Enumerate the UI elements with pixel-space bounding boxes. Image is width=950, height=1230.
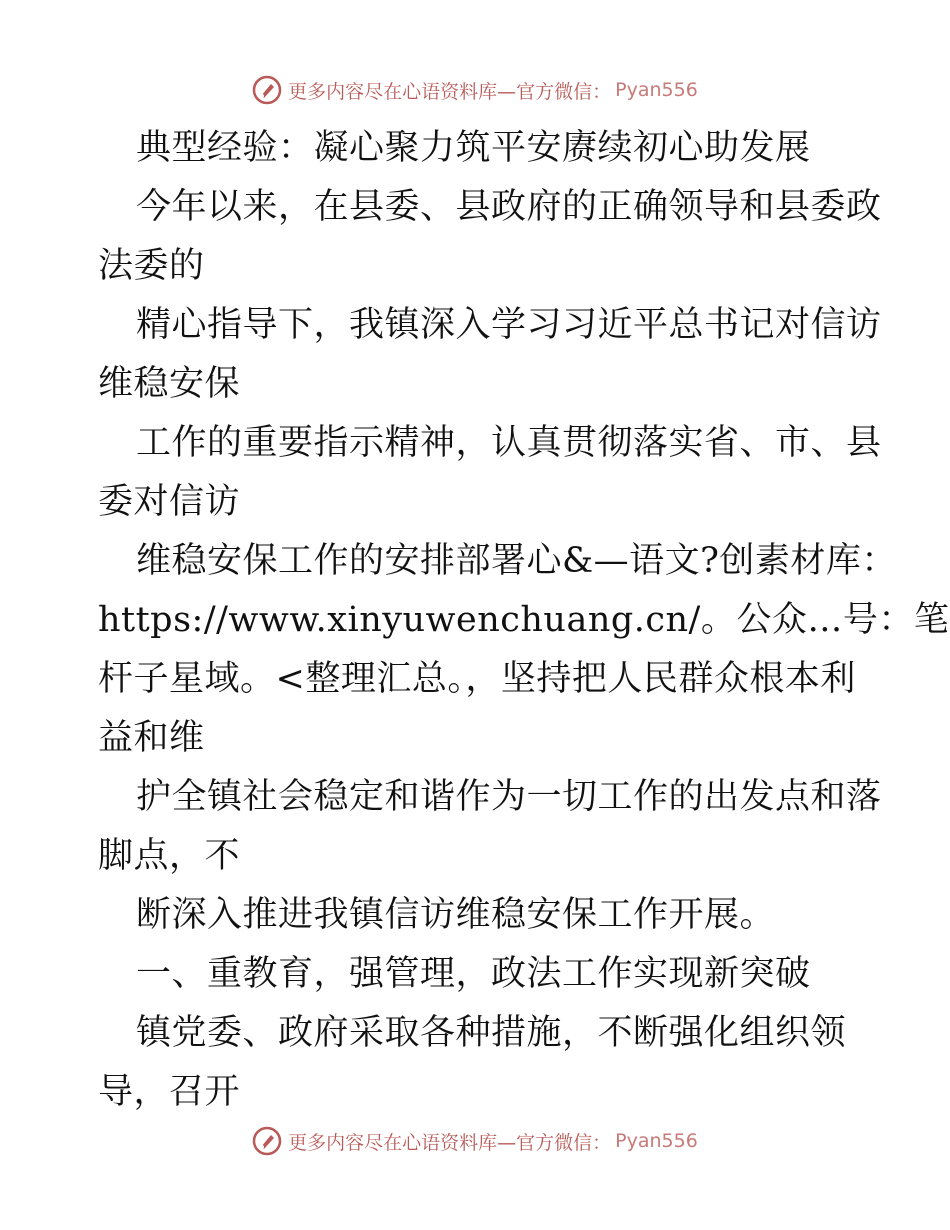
text-line: 维稳安保工作的安排部署心&—语文?创素材库： <box>136 541 897 581</box>
pen-logo-icon <box>252 75 282 105</box>
header-watermark <box>0 70 950 110</box>
text-line: 脚点，不 <box>98 836 241 876</box>
text-line: 镇党委、政府采取各种措施，不断强化组织领 <box>136 1013 847 1053</box>
text-line: 一、重教育，强管理，政法工作实现新突破 <box>136 954 811 994</box>
text-line: https://www.xinyuwenchuang.cn/。公众…号：笔 <box>98 600 950 640</box>
watermark-site-text: 更多内容尽在心语资料库—官方微信： <box>288 1131 612 1154</box>
watermark-wechat-id: Pyan556 <box>615 79 698 101</box>
text-line: 今年以来，在县委、县政府的正确领导和县委政 <box>136 187 882 227</box>
text-line: 断深入推进我镇信访维稳安保工作开展。 <box>136 895 776 935</box>
text-line: 法委的 <box>98 246 205 286</box>
text-line: 典型经验：凝心聚力筑平安赓续初心助发展 <box>136 128 811 168</box>
document-body <box>98 119 950 1122</box>
text-line: 精心指导下，我镇深入学习习近平总书记对信访 <box>136 305 882 345</box>
text-line: 护全镇社会稳定和谐作为一切工作的出发点和落 <box>136 777 882 817</box>
text-line: 维稳安保 <box>98 364 241 404</box>
text-line: 工作的重要指示精神，认真贯彻落实省、市、县 <box>136 423 882 463</box>
pen-logo-icon <box>252 1126 282 1156</box>
text-line: 委对信访 <box>98 482 241 522</box>
watermark-site-text: 更多内容尽在心语资料库—官方微信： <box>288 80 612 103</box>
text-line: 益和维 <box>98 718 205 758</box>
footer-watermark <box>0 1121 950 1161</box>
watermark-wechat-id: Pyan556 <box>615 1130 698 1152</box>
text-line: 导，召开 <box>98 1072 241 1112</box>
text-line: 杆子星域。<整理汇总。，坚持把人民群众根本利 <box>98 659 856 699</box>
